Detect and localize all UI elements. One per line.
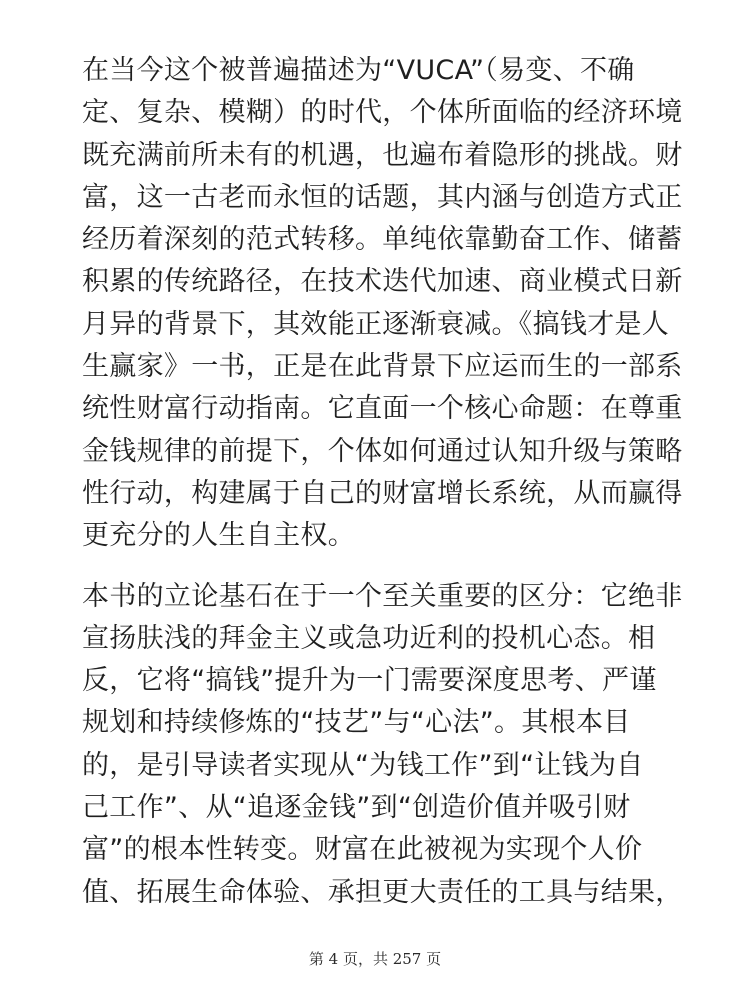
text-line: 统性财富行动指南。它直面一个核心命题：在尊重: [82, 393, 683, 425]
text-line: 定、复杂、模糊）的时代，个体所面临的经济环境: [82, 97, 683, 129]
text-line: 金钱规律的前提下，个体如何通过认知升级与策略: [82, 435, 683, 467]
text-line: 既充满前所未有的机遇，也遍布着隐形的挑战。财: [82, 139, 683, 171]
text-line: 富，这一古老而永恒的话题，其内涵与创造方式正: [82, 181, 683, 213]
paragraph-2: [82, 576, 682, 914]
body-text: [82, 50, 682, 932]
text-line: 的，是引导读者实现从“为钱工作”到“让钱为自: [82, 749, 644, 781]
text-line: 本书的立论基石在于一个至关重要的区分：它绝非: [82, 580, 683, 612]
text-line: 富”的根本性转变。财富在此被视为实现个人价: [82, 834, 643, 866]
text-line: 值、拓展生命体验、承担更大责任的工具与结果，: [82, 876, 683, 908]
text-line: 积累的传统路径，在技术迭代加速、商业模式日新: [82, 266, 683, 298]
text-line: 己工作”、从“追逐金钱”到“创造价值并吸引财: [82, 792, 631, 824]
text-line: 规划和持续修炼的“技艺”与“心法”。其根本目: [82, 707, 631, 739]
text-line: 反，它将“搞钱”提升为一门需要深度思考、严谨: [82, 665, 657, 697]
text-line: 宣扬肤浅的拜金主义或急功近利的投机心态。相: [82, 622, 656, 654]
text-line: 性行动，构建属于自己的财富增长系统，从而赢得: [82, 477, 683, 509]
text-line: 在当今这个被普遍描述为“VUCA”（易变、不确: [82, 55, 635, 86]
text-line: 月异的背景下，其效能正逐渐衰减。《搞钱才是人: [82, 308, 670, 340]
paragraph-1: [82, 50, 682, 558]
text-line: 生赢家》一书，正是在此背景下应运而生的一部系: [82, 351, 683, 383]
text-line: 更充分的人生自主权。: [82, 520, 355, 552]
text-line: 经历着深刻的范式转移。单纯依靠勤奋工作、储蓄: [82, 224, 683, 256]
page-number-footer: 第 4 页，共 257 页: [308, 950, 442, 968]
